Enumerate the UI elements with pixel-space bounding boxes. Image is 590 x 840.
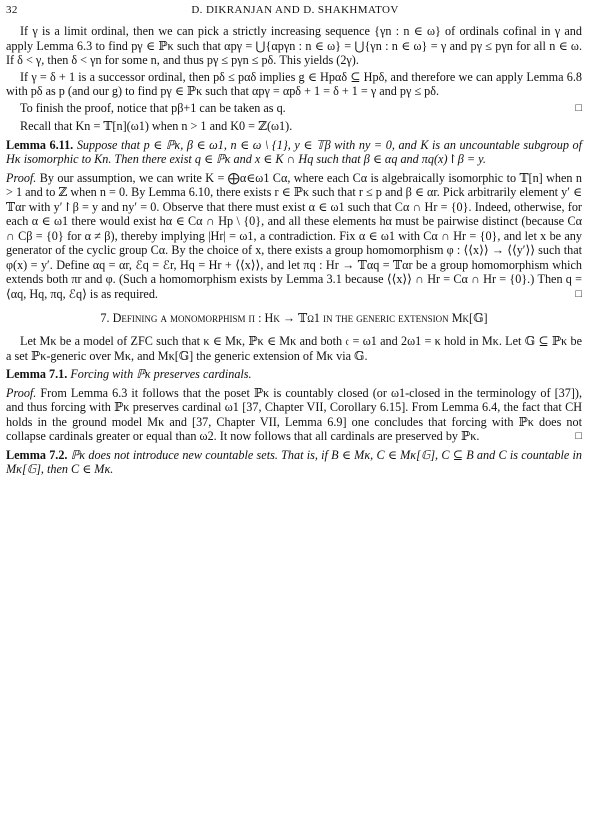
lemma-7-1-title: Lemma 7.1.	[6, 367, 68, 381]
proof-label: Proof.	[6, 170, 37, 185]
running-title: D. DIKRANJAN AND D. SHAKHMATOV	[191, 4, 399, 16]
lemma-7-1	[6, 367, 582, 382]
finish-proof-text: To finish the proof, notice that pβ+1 can be taken as q.	[20, 100, 286, 115]
proof-lemma-6-11	[6, 171, 582, 302]
qed-symbol: □	[575, 287, 582, 300]
lemma-7-1-body: Forcing with ℙκ preserves cardinals.	[70, 367, 252, 381]
proof-text: From Lemma 6.3 it follows that the poset ℙκ is countably closed (or ω1-closed in the terminology of [37]), and thus forcing with ℙκ preserves cardinal ω1 [37, Chapter VII, Corollary 6.15]. From Lemma 6.4, the fact that CH holds in the ground model Mκ and [37, Chapter VII, Lemma 6.9] one concludes that forcing with ℙκ does not collapse cardinals greater or equal than ω2. It now follows that all cardinals are preserved by ℙκ.	[6, 385, 582, 443]
proof-lemma-7-1	[6, 386, 582, 444]
page-body	[6, 24, 582, 479]
paragraph-finish-proof	[6, 101, 582, 116]
lemma-7-2-title: Lemma 7.2.	[6, 447, 68, 462]
qed-symbol: □	[575, 430, 582, 442]
qed-symbol: □	[575, 101, 582, 114]
lemma-7-2	[6, 448, 582, 477]
paragraph-model-setup: Let Mκ be a model of ZFC such that κ ∈ Mκ, ℙκ ∈ Mκ and both 𝔠 = ω1 and 2ω1 = κ hold in Mκ. Let 𝔾 ⊆ ℙκ be a set ℙκ-generic over Mκ, and Mκ[𝔾] the generic extension of Mκ via 𝔾.	[6, 334, 582, 363]
paragraph-successor-ordinal: If γ = δ + 1 is a successor ordinal, then pδ ≤ pαδ implies g ∈ Hpαδ ⊆ Hpδ, and therefore we can apply Lemma 6.8 with pδ as p (and our g) to find pγ ∈ ℙκ such that αpγ = αpδ + 1 = δ + 1 = γ and pγ ≤ pδ.	[6, 69, 582, 98]
lemma-6-11	[6, 138, 582, 167]
section-7-heading: 7. Defining a monomorphism π : Hκ → 𝕋ω1 in the generic extension Mκ[𝔾]	[100, 311, 488, 325]
paragraph-limit-ordinal: If γ is a limit ordinal, then we can pick a strictly increasing sequence {γn : n ∈ ω} of ordinals cofinal in γ and apply Lemma 6.3 to find pγ ∈ ℙκ such that αpγ = ⋃{αpγn : n ∈ ω} = ⋃{γn : n ∈ ω} = γ and pγ ≤ pγn for all n ∈ ω. If δ < γ, then δ < γn for some n, and thus pγ ≤ pγn ≤ pδ. This yields (2γ).	[6, 24, 582, 67]
lemma-6-11-body: Suppose that p ∈ ℙκ, β ∈ ω1, n ∈ ω \ {1}, y ∈ 𝕋β with ny = 0, and K is an uncountable subgroup of Hκ isomorphic to Kn. Then there exist q ∈ ℙκ and x ∈ K ∩ Hq such that β ∈ αq and πq(x)↾β = y.	[6, 137, 583, 166]
proof-label: Proof.	[6, 385, 37, 400]
paragraph-recall: Recall that Kn = 𝕋[n](ω1) when n > 1 and K0 = ℤ(ω1).	[20, 119, 293, 133]
page-number: 32	[6, 4, 18, 16]
lemma-6-11-title: Lemma 6.11.	[6, 137, 74, 152]
proof-text: By our assumption, we can write K = ⨁α∈ω1 Cα, where each Cα is algebraically isomorphic to 𝕋[n] when n > 1 and to ℤ when n = 0. By Lemma 6.10, there exists r ∈ ℙκ such that r ≤ p and β ∈ αr. Pick arbitrarily element y′ ∈ 𝕋αr with y′↾β = y and ny′ = 0. Observe that there must exist α ∈ ω1 such that Cα ∩ Hr = {0}. Indeed, otherwise, for each α ∈ ω1 there would exist hα ∈ Cα ∩ Hp \ {0}, and all these elements hα must be pairwise distinct (because Cα ∩ Cβ = {0} for α ≠ β), thereby implying |Hr| = ω1, a contradiction. Fix α ∈ ω1 with Cα ∩ Hr = {0}, and let x be any generator of the cyclic group Cα. By the choice of x, there exists a group homomorphism φ : ⟨⟨x⟩⟩ → ⟨⟨y′⟩⟩ such that φ(x) = y′. Define αq = αr, ℰq = ℰr, Hq = Hr + ⟨⟨x⟩⟩, and let πq : Hr → 𝕋αq = 𝕋αr be a group homomorphism which extends both πr and φ. (Such a homomorphism exists by Lemma 3.1 because ⟨⟨x⟩⟩ ∩ Hr = Cα ∩ Hr = {0}.) Then q = ⟨αq, Hq, πq, ℰq⟩ is as required.	[6, 170, 582, 301]
lemma-7-2-body: ℙκ does not introduce new countable sets. That is, if B ∈ Mκ, C ∈ Mκ[𝔾], C ⊆ B and C is countable in Mκ[𝔾], then C ∈ Mκ.	[6, 447, 583, 476]
